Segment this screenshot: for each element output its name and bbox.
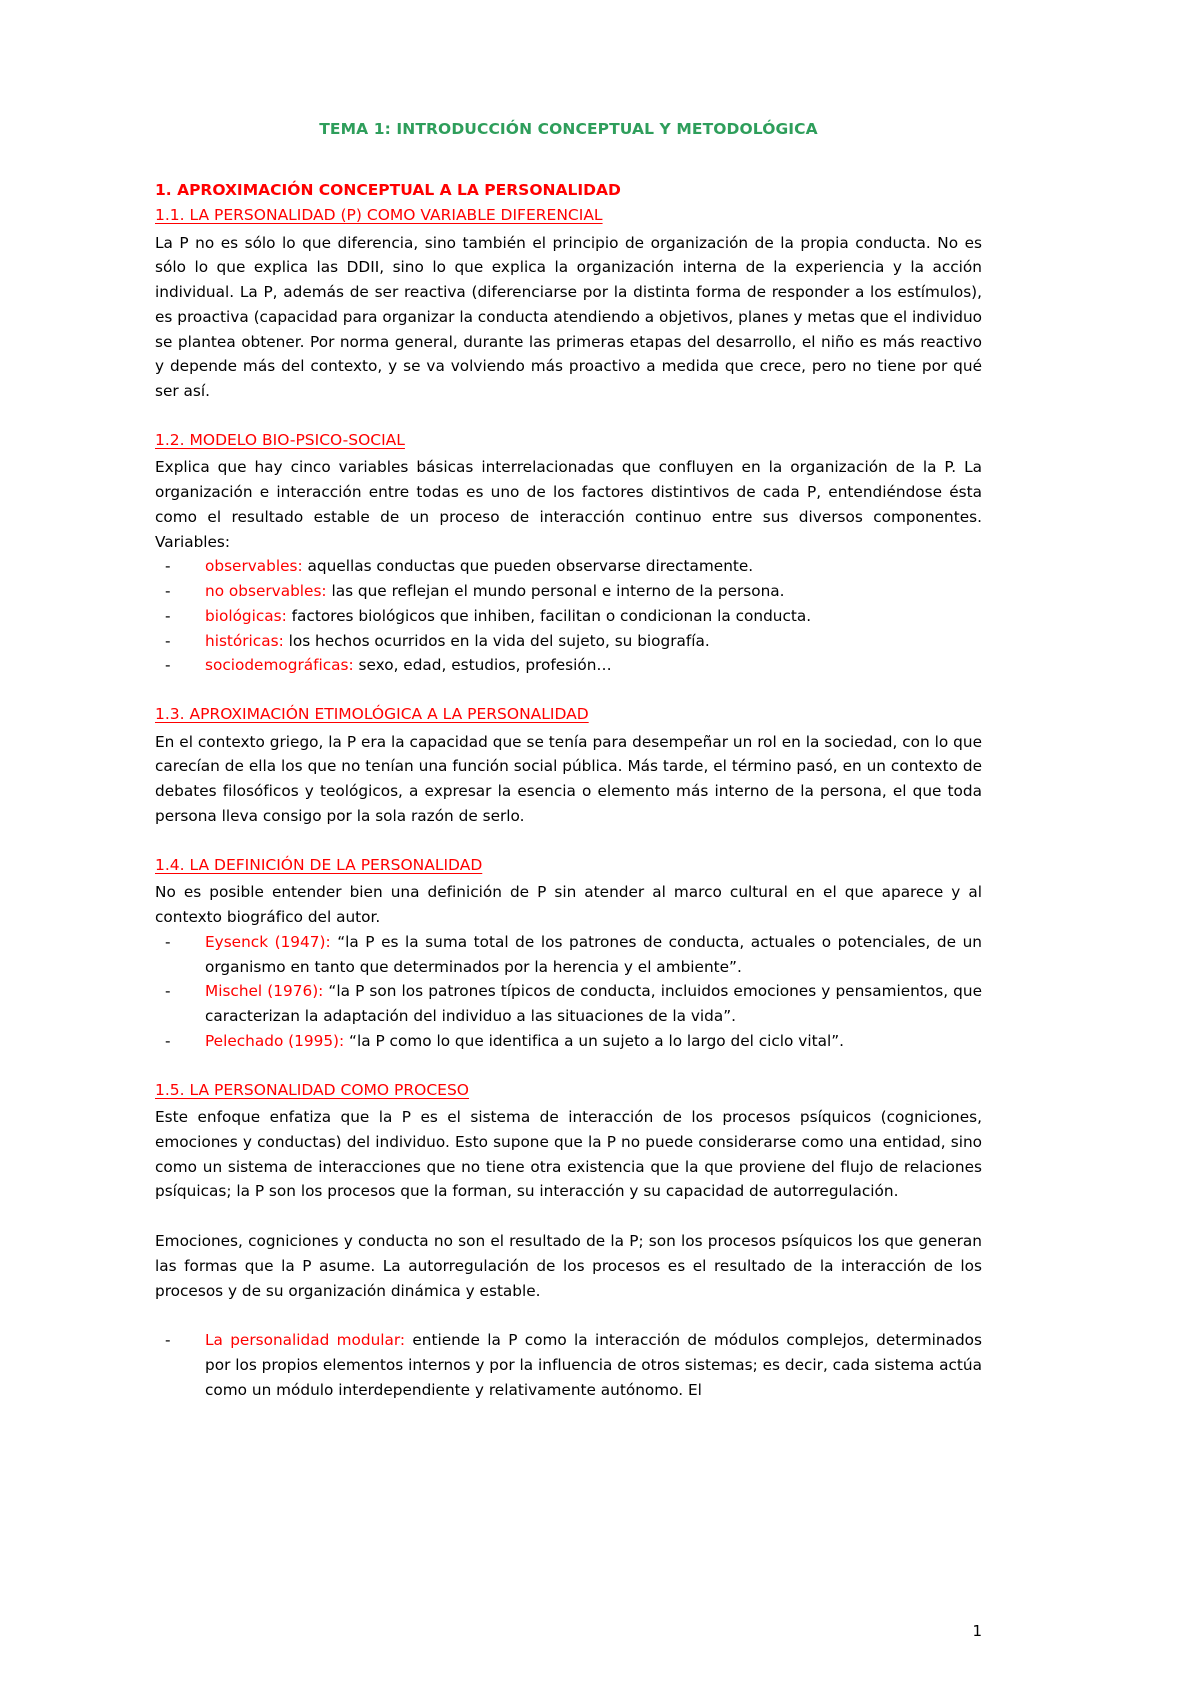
list-item-term: no observables: — [205, 582, 327, 601]
list-item-term: observables: — [205, 557, 303, 576]
modular-personality-list — [155, 1328, 982, 1402]
list-item-text: los hechos ocurridos en la vida del sujeto, su biografía. — [283, 631, 710, 650]
list-item-text: “la P como lo que identifica a un sujeto a lo largo del ciclo vital”. — [344, 1031, 844, 1050]
subsection-heading-1-4: 1.4. LA DEFINICIÓN DE LA PERSONALIDAD — [155, 855, 483, 874]
spacer — [155, 829, 982, 854]
list-item-text: aquellas conductas que pueden observarse directamente. — [302, 557, 754, 576]
subsection-heading-1-1: 1.1. LA PERSONALIDAD (P) COMO VARIABLE DIFERENCIAL — [155, 206, 603, 225]
list-item-text: “la P son los patrones típicos de conducta, incluidos emociones y pensamientos, que caracterizan la adaptación del individuo a las situaciones de la vida”. — [205, 982, 982, 1026]
list-item — [155, 554, 982, 579]
list-item-term: biológicas: — [205, 606, 287, 625]
paragraph-1-3: En el contexto griego, la P era la capacidad que se tenía para desempeñar un rol en la sociedad, con lo que carecían de ella los que no tenían una función social pública. Más tarde, el término pasó, en un contexto de debates filosóficos y teológicos, a expresar la esencia o elemento más interno de la persona, el que toda persona lleva consigo por la sola razón de serlo. — [155, 732, 982, 826]
list-item-term: sociodemográficas: — [205, 656, 354, 675]
subsection-heading-1-2-wrap — [155, 429, 982, 453]
list-item-text: factores biológicos que inhiben, facilitan o condicionan la conducta. — [286, 606, 812, 625]
list-item — [155, 653, 982, 678]
list-item-text: las que reflejan el mundo personal e interno de la persona. — [326, 582, 785, 601]
list-item — [155, 1029, 982, 1054]
list-item-term: Mischel (1976): — [205, 982, 324, 1001]
bullet-dash: - — [165, 932, 171, 951]
definitions-list — [155, 930, 982, 1054]
spacer — [155, 404, 982, 429]
bullet-dash: - — [165, 982, 171, 1001]
paragraph-1-2: Explica que hay cinco variables básicas interrelacionadas que confluyen en la organización de la P. La organización e interacción entre todas es uno de los factores distintivos de cada P, entendiéndose ésta como el resultado estable de un proceso de interacción continuo entre sus diversos componentes. Variables: — [155, 458, 982, 551]
list-item-term: históricas: — [205, 631, 284, 650]
list-item-text: “la P es la suma total de los patrones de conducta, actuales o potenciales, de un organismo en tanto que determinados por la herencia y el ambiente”. — [205, 932, 982, 976]
list-item — [155, 629, 982, 654]
list-item — [155, 930, 982, 980]
list-item-text: sexo, edad, estudios, profesión… — [353, 656, 612, 675]
paragraph-1-5-b: Emociones, cogniciones y conducta no son el resultado de la P; son los procesos psíquicos los que generan las formas que la P asume. La autorregulación de los procesos es el resultado de la interacción de los procesos y de su organización dinámica y estable. — [155, 1232, 982, 1300]
list-item-term: Pelechado (1995): — [205, 1031, 345, 1050]
paragraph-1-5-a: Este enfoque enfatiza que la P es el sistema de interacción de los procesos psíquicos (cogniciones, emociones y conductas) del individuo. Esto supone que la P no puede considerarse como una entidad, sino como un sistema de interacciones que no tiene otra existencia que la que proviene del flujo de relaciones psíquicas; la P son los procesos que la forman, su interacción y su capacidad de autorregulación. — [155, 1108, 982, 1201]
list-item — [155, 579, 982, 604]
subsection-heading-1-4-wrap — [155, 854, 982, 878]
list-item-term: La personalidad modular: — [205, 1331, 406, 1350]
list-item-text: entiende la P como la interacción de módulos complejos, determinados por los propios elementos internos y por la influencia de otros sistemas; es decir, cada sistema actúa como un módulo interdependiente y relativamente autónomo. El — [205, 1331, 982, 1399]
list-item — [155, 1328, 982, 1402]
bullet-dash: - — [165, 1031, 171, 1050]
list-item — [155, 979, 982, 1029]
subsection-heading-1-3-wrap — [155, 703, 982, 727]
list-item — [155, 604, 982, 629]
spacer — [155, 1054, 982, 1079]
bullet-dash: - — [165, 606, 171, 625]
spacer — [155, 1303, 982, 1328]
list-item-term: Eysenck (1947): — [205, 932, 331, 951]
bullet-dash: - — [165, 557, 171, 576]
subsection-heading-1-1-wrap — [155, 204, 982, 228]
bullet-dash: - — [165, 656, 171, 675]
subsection-heading-1-2: 1.2. MODELO BIO-PSICO-SOCIAL — [155, 430, 405, 449]
bullet-dash: - — [165, 1331, 171, 1350]
paragraph-1-1: La P no es sólo lo que diferencia, sino también el principio de organización de la propia conducta. No es sólo lo que explica las DDII, sino lo que explica la organización interna de la experiencia y la acción individual. La P, además de ser reactiva (diferenciarse por la distinta forma de responder a los estímulos), es proactiva (capacidad para organizar la conducta atendiendo a objetivos, planes y metas que el individuo se plantea obtener. Por norma general, durante las primeras etapas del desarrollo, el niño es más reactivo y depende más del contexto, y se va volviendo más proactivo a medida que crece, pero no tiene por qué ser así. — [155, 233, 982, 401]
spacer — [155, 678, 982, 703]
page-number: 1 — [972, 1622, 982, 1640]
variables-list — [155, 554, 982, 678]
subsection-heading-1-5-wrap — [155, 1079, 982, 1103]
subsection-heading-1-5: 1.5. LA PERSONALIDAD COMO PROCESO — [155, 1080, 470, 1099]
section-heading-1: 1. APROXIMACIÓN CONCEPTUAL A LA PERSONALIDAD — [155, 180, 621, 199]
spacer — [155, 1204, 982, 1229]
bullet-dash: - — [165, 631, 171, 650]
page-title: TEMA 1: INTRODUCCIÓN CONCEPTUAL Y METODOLÓGICA — [319, 120, 818, 138]
bullet-dash: - — [165, 582, 171, 601]
paragraph-1-4: No es posible entender bien una definición de P sin atender al marco cultural en el que aparece y al contexto biográfico del autor. — [155, 883, 982, 927]
subsection-heading-1-3: 1.3. APROXIMACIÓN ETIMOLÓGICA A LA PERSONALIDAD — [155, 705, 589, 724]
